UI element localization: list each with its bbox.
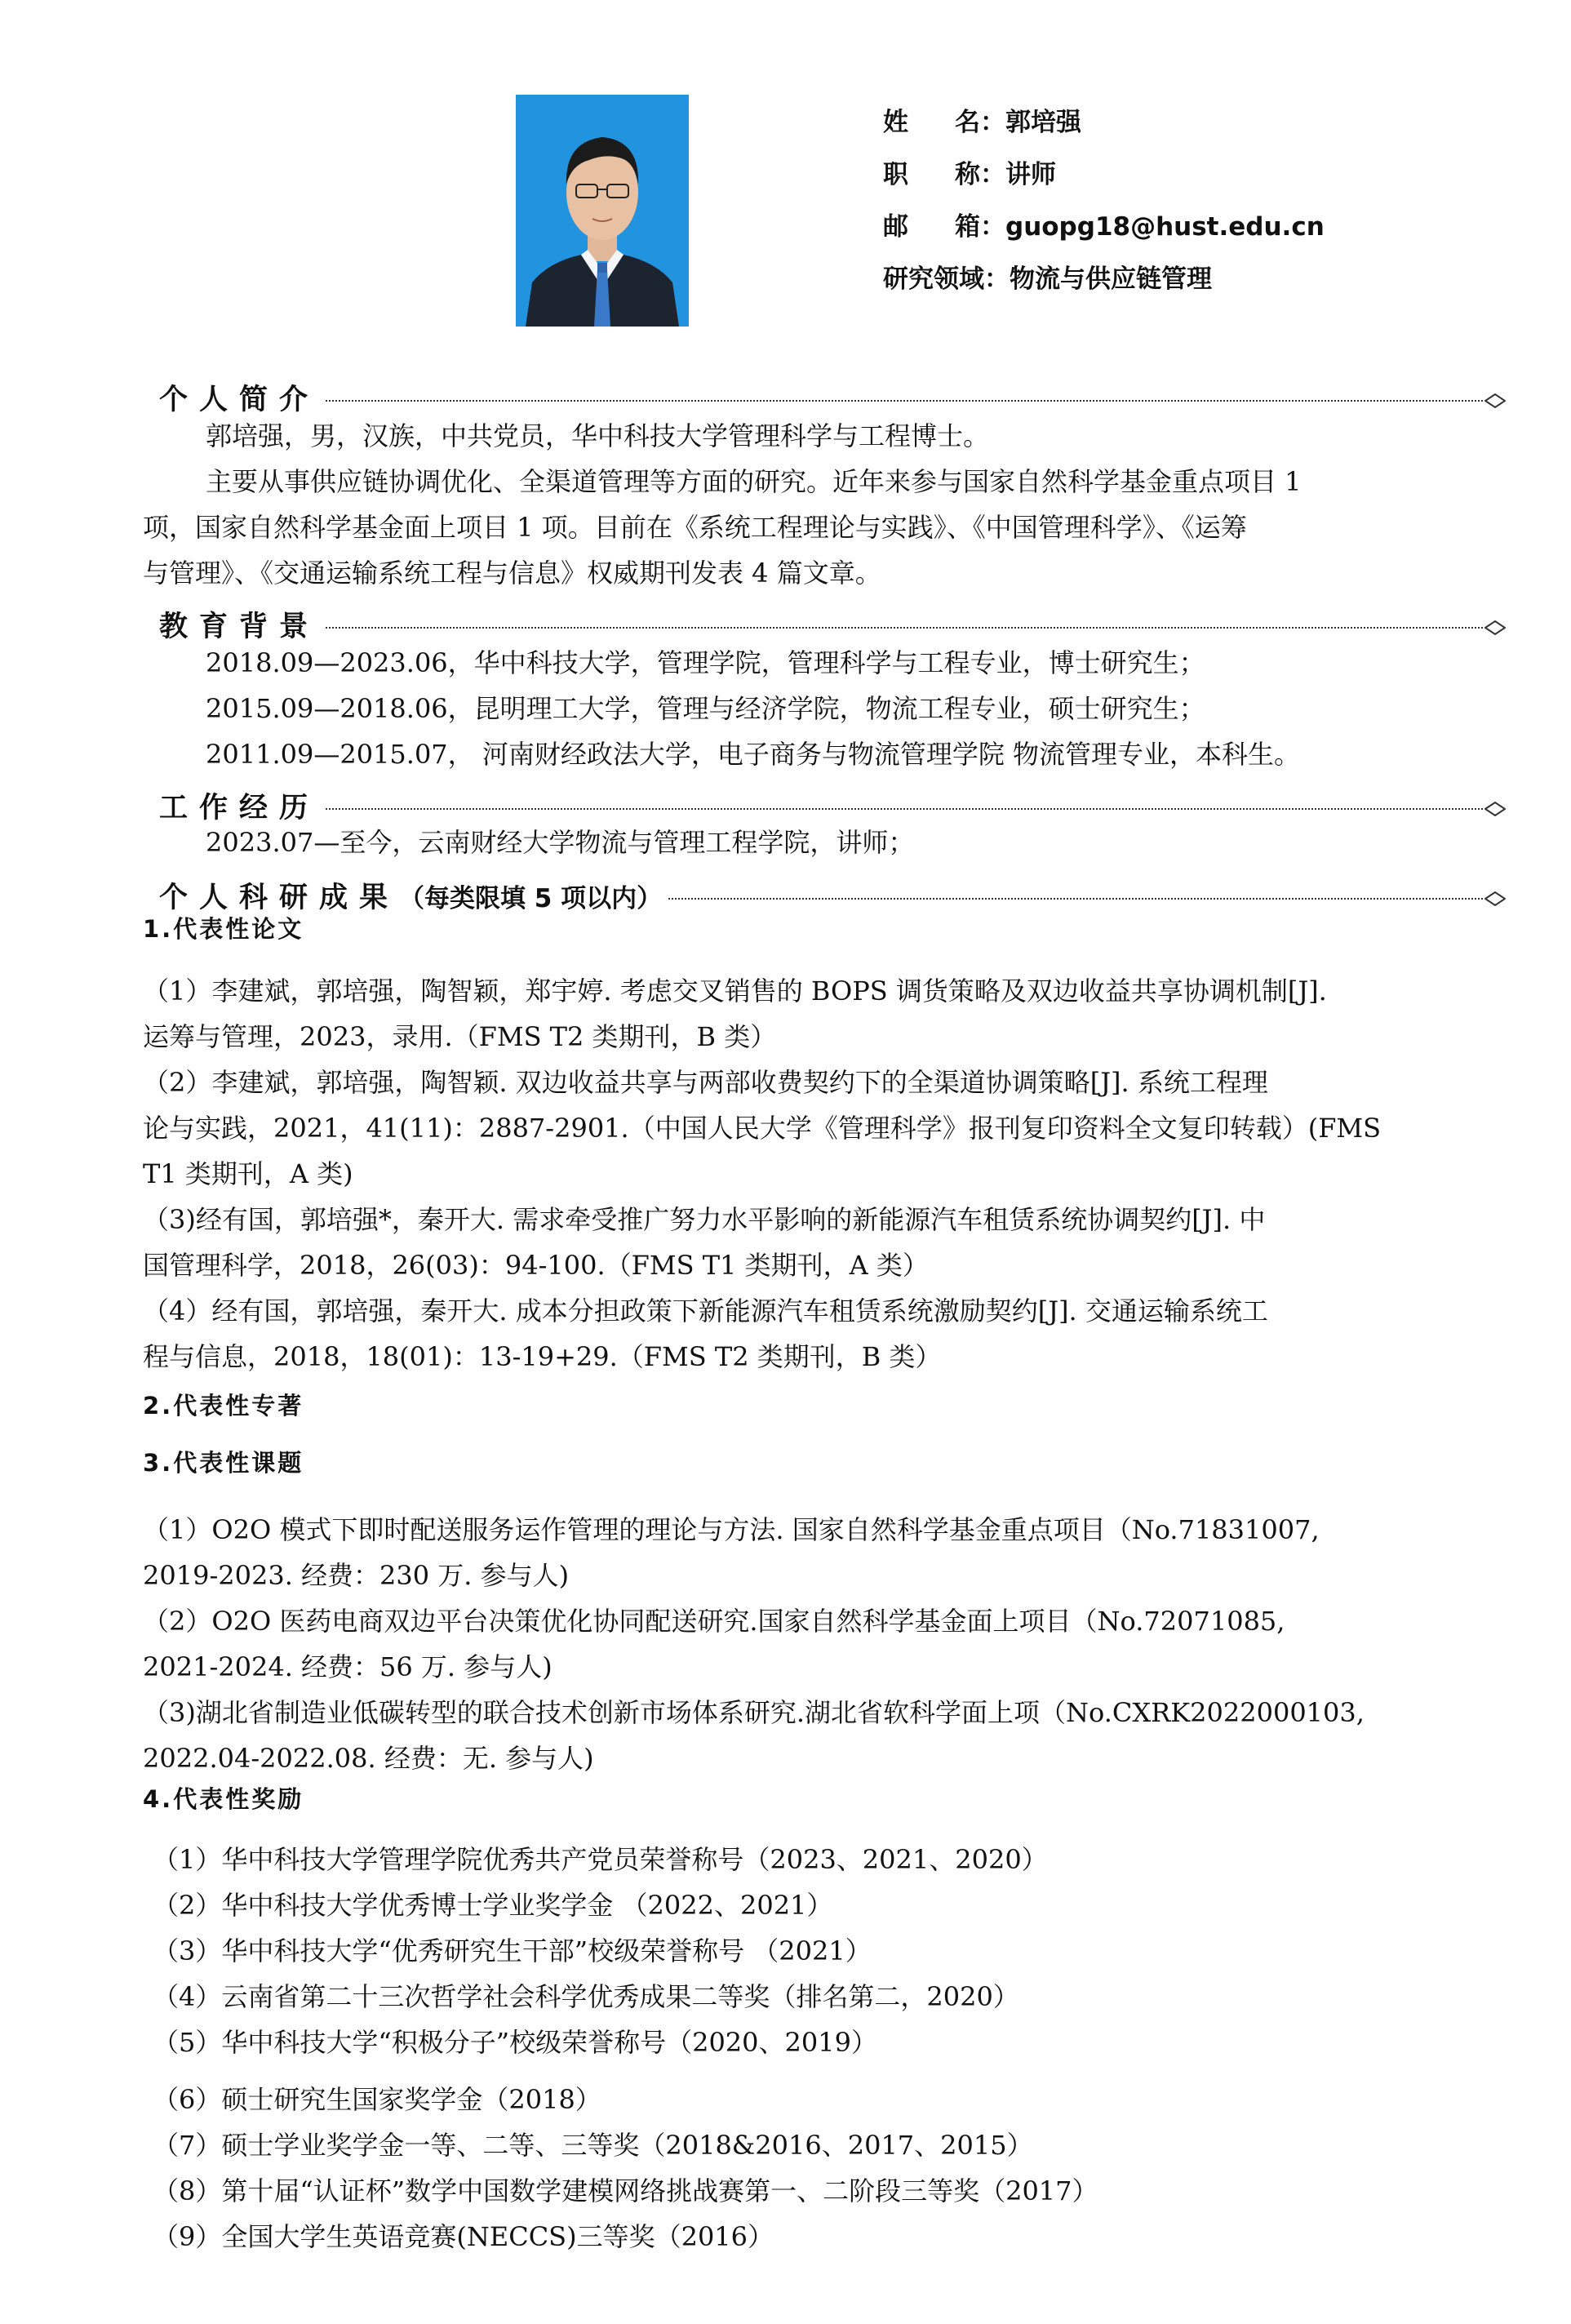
- field-label: 研究领域：: [883, 264, 1010, 294]
- education-item: 2018.09—2023.06，华中科技大学，管理学院，管理科学与工程专业，博士研究生；: [206, 647, 1205, 678]
- papers-list: [143, 968, 1381, 1380]
- project-line: 2019-2023. 经费：230 万. 参与人): [143, 1560, 570, 1591]
- title-row: [883, 149, 1325, 201]
- award-item: （8）第十届“认证杯”数学中国数学建模网络挑战赛第一、二阶段三等奖（2017）: [153, 2175, 1098, 2206]
- field-value: 物流与供应链管理: [1010, 264, 1212, 294]
- person-portrait: [516, 95, 689, 327]
- name-value: 郭培强: [1005, 108, 1081, 137]
- paper-line: （4）经有国，郭培强，秦开大. 成本分担政策下新能源汽车租赁系统激励契约[J]. 交通运输系统工: [143, 1295, 1268, 1326]
- award-item: （6）硕士研究生国家奖学金（2018）: [153, 2084, 601, 2115]
- section-header-intro: [159, 377, 1506, 416]
- education-item: 2015.09—2018.06，昆明理工大学，管理与经济学院，物流工程专业，硕士研究生；: [206, 693, 1205, 724]
- project-line: （2）O2O 医药电商双边平台决策优化协同配送研究.国家自然科学基金面上项目（No.72071085,: [143, 1606, 1285, 1637]
- email-label: 邮 箱：: [883, 212, 1005, 242]
- section-title: 个人科研成果（每类限填 5 项以内）: [159, 875, 667, 916]
- profile-photo: [516, 95, 689, 327]
- email-row: [883, 201, 1325, 253]
- projects-list: [143, 1507, 1365, 1781]
- divider-line: [241, 400, 1483, 402]
- paper-line: 国管理科学，2018，26(03)：94-100.（FMS T1 类期刊，A 类）: [143, 1250, 929, 1281]
- work-list: [206, 820, 914, 865]
- paper-line: （3)经有国，郭培强*，秦开大. 需求牵受推广努力水平影响的新能源汽车租赁系统协调契约[J]. 中: [143, 1204, 1266, 1235]
- education-item: 2011.09—2015.07， 河南财经政法大学，电子商务与物流管理学院 物流管理专业，本科生。: [206, 739, 1301, 770]
- awards-list: [143, 1837, 1048, 2065]
- field-row: [883, 253, 1325, 305]
- award-item: （1）华中科技大学管理学院优秀共产党员荣誉称号（2023、2021、2020）: [153, 1844, 1048, 1875]
- awards-list-continued: [143, 2077, 1098, 2260]
- email-value[interactable]: guopg18@hust.edu.cn: [1005, 212, 1325, 242]
- profile-info: [883, 96, 1325, 305]
- project-line: 2022.04-2022.08. 经费：无. 参与人): [143, 1743, 594, 1774]
- books-heading: 2.代表性专著: [143, 1392, 304, 1420]
- diamond-icon: [1484, 802, 1506, 816]
- paper-line: （1）李建斌，郭培强，陶智颖，郑宇婷. 考虑交叉销售的 BOPS 调货策略及双边收益共享协调机制[J].: [143, 975, 1327, 1006]
- paper-line: T1 类期刊，A 类): [143, 1158, 353, 1189]
- award-item: （4）云南省第二十三次哲学社会科学优秀成果二等奖（排名第二，2020）: [153, 1981, 1019, 2012]
- award-item: （9）全国大学生英语竞赛(NECCS)三等奖（2016）: [153, 2221, 774, 2252]
- work-item: 2023.07—至今，云南财经大学物流与管理工程学院，讲师；: [206, 827, 915, 858]
- section-header-work: [159, 785, 1506, 824]
- section-title: 个人简介: [159, 377, 324, 418]
- section-header-research: [159, 875, 1506, 914]
- title-label: 职 称：: [883, 160, 1005, 189]
- paper-line: 运筹与管理，2023，录用.（FMS T2 类期刊，B 类）: [143, 1021, 777, 1052]
- project-line: （1）O2O 模式下即时配送服务运作管理的理论与方法. 国家自然科学基金重点项目（No.71831007,: [143, 1514, 1320, 1545]
- section-title: 教育背景: [159, 604, 324, 645]
- divider-line: [241, 808, 1483, 810]
- diamond-icon: [1484, 620, 1506, 635]
- section-title: 工作经历: [159, 785, 324, 826]
- education-list: [206, 640, 1300, 777]
- section-header-education: [159, 604, 1506, 643]
- diamond-icon: [1484, 393, 1506, 408]
- project-line: （3)湖北省制造业低碳转型的联合技术创新市场体系研究.湖北省软科学面上项（No.CXRK2022000103,: [143, 1697, 1365, 1728]
- award-item: （2）华中科技大学优秀博士学业奖学金 （2022、2021）: [153, 1890, 833, 1921]
- project-line: 2021-2024. 经费：56 万. 参与人): [143, 1651, 553, 1682]
- award-item: （7）硕士学业奖学金一等、二等、三等奖（2018&2016、2017、2015）: [153, 2130, 1033, 2161]
- paper-line: 论与实践，2021，41(11)：2887-2901.（中国人民大学《管理科学》报刊复印资料全文复印转载）(FMS: [143, 1113, 1382, 1144]
- title-value: 讲师: [1005, 160, 1056, 189]
- section-subtitle: （每类限填 5 项以内）: [399, 884, 663, 913]
- diamond-icon: [1484, 891, 1506, 906]
- paper-line: （2）李建斌，郭培强，陶智颖. 双边收益共享与两部收费契约下的全渠道协调策略[J]. 系统工程理: [143, 1067, 1268, 1098]
- award-item: （3）华中科技大学“优秀研究生干部”校级荣誉称号 （2021）: [153, 1935, 872, 1966]
- name-row: [883, 96, 1325, 149]
- divider-line: [241, 627, 1483, 629]
- projects-heading: 3.代表性课题: [143, 1449, 304, 1477]
- paper-line: 程与信息，2018，18(01)：13-19+29.（FMS T2 类期刊，B 类）: [143, 1341, 942, 1372]
- intro-paragraph: 郭培强，男，汉族，中共党员，华中科技大学管理科学与工程博士。 主要从事供应链协调优化、全渠道管理等方面的研究。近年来参与国家自然科学基金重点项目 1 项，国家自然科学基金面上项目 1 项。目前在《系统工程理论与实践》、《中国管理科学》、《运筹 与管理》、《交通运输系统工程与信息》权威期刊发表 4 篇文章。: [143, 420, 1302, 589]
- awards-heading: 4.代表性奖励: [143, 1785, 304, 1813]
- award-item: （5）华中科技大学“积极分子”校级荣誉称号（2020、2019）: [153, 2027, 877, 2058]
- name-label: 姓 名：: [883, 108, 1005, 137]
- papers-heading: 1.代表性论文: [143, 915, 304, 943]
